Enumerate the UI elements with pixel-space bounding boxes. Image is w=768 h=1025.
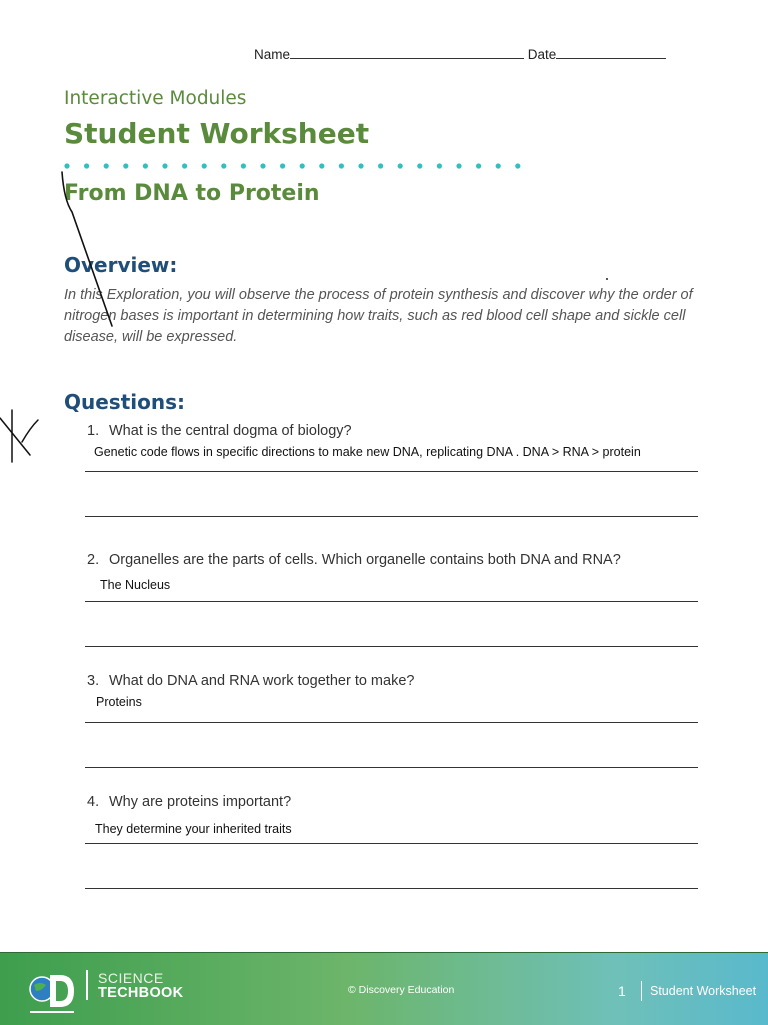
question-text: What is the central dogma of biology? — [109, 423, 352, 439]
answer-line — [85, 601, 698, 602]
divider-dot — [358, 163, 363, 168]
page-subtitle: From DNA to Protein — [64, 181, 320, 206]
copyright-text: © Discovery Education — [348, 984, 455, 996]
question-number: 4. — [87, 794, 100, 810]
question-number: 2. — [87, 552, 100, 568]
question-number: 1. — [87, 423, 100, 439]
divider-dot — [241, 163, 246, 168]
divider-dot — [64, 163, 69, 168]
divider-dot — [202, 163, 207, 168]
divider-dot — [398, 163, 403, 168]
answer-4[interactable]: They determine your inherited traits — [95, 822, 292, 836]
answer-3[interactable]: Proteins — [96, 695, 142, 709]
divider-dot — [456, 163, 461, 168]
answer-line — [85, 767, 698, 768]
question-text: What do DNA and RNA work together to make? — [109, 673, 415, 689]
footer-label: Student Worksheet — [650, 984, 757, 998]
divider-dot — [182, 163, 187, 168]
answer-line — [85, 888, 698, 889]
answer-line — [85, 516, 698, 517]
footer-divider — [641, 981, 642, 1001]
discovery-education-logo — [26, 967, 78, 1019]
divider-dot — [378, 163, 383, 168]
question-text: Why are proteins important? — [109, 794, 292, 810]
answer-line — [85, 471, 698, 472]
divider-dot — [496, 163, 501, 168]
divider-dot — [476, 163, 481, 168]
name-label: Name — [254, 47, 291, 62]
divider-dot — [123, 163, 128, 168]
name-field[interactable] — [290, 46, 524, 59]
name-date-line — [254, 46, 666, 62]
divider-dot — [280, 163, 285, 168]
answer-line — [85, 843, 698, 844]
answer-line — [85, 646, 698, 647]
modules-label: Interactive Modules — [64, 88, 247, 109]
divider-dot — [319, 163, 324, 168]
overview-text: In this Exploration, you will observe the process of protein synthesis and discover why the order of nitrogen bases is important in determining how traits, such as red blood cell shape and sickle cell disease, will be expressed. — [64, 287, 693, 345]
question-text: Organelles are the parts of cells. Which organelle contains both DNA and RNA? — [109, 552, 621, 568]
dotted-divider — [64, 162, 524, 170]
divider-dot — [515, 163, 520, 168]
divider-dot — [437, 163, 442, 168]
overview-heading: Overview: — [64, 253, 178, 277]
date-label: Date — [527, 47, 557, 62]
question-number: 3. — [87, 673, 100, 689]
brand-techbook: TECHBOOK — [98, 985, 184, 1001]
divider-dot — [162, 163, 167, 168]
answer-2[interactable]: The Nucleus — [100, 578, 171, 592]
answer-line — [85, 722, 698, 723]
question-2 — [87, 552, 621, 568]
brand-science: SCIENCE — [98, 970, 164, 986]
date-field[interactable] — [556, 46, 666, 59]
divider-dot — [104, 163, 109, 168]
footer-bar — [0, 952, 768, 1025]
divider-dot — [221, 163, 226, 168]
divider-dot — [300, 163, 305, 168]
divider-dot — [339, 163, 344, 168]
divider-dot — [417, 163, 422, 168]
answer-1[interactable]: Genetic code flows in specific directions to make new DNA, replicating DNA . DNA > RNA > protein — [94, 445, 641, 459]
question-3 — [87, 673, 414, 689]
page-number: 1 — [618, 983, 626, 999]
questions-heading: Questions: — [64, 390, 186, 414]
divider-dot — [260, 163, 265, 168]
question-1 — [87, 423, 352, 439]
question-4 — [87, 794, 291, 810]
divider-dot — [143, 163, 148, 168]
divider-dot — [84, 163, 89, 168]
logo-divider — [86, 970, 88, 1000]
page-title: Student Worksheet — [64, 117, 370, 150]
